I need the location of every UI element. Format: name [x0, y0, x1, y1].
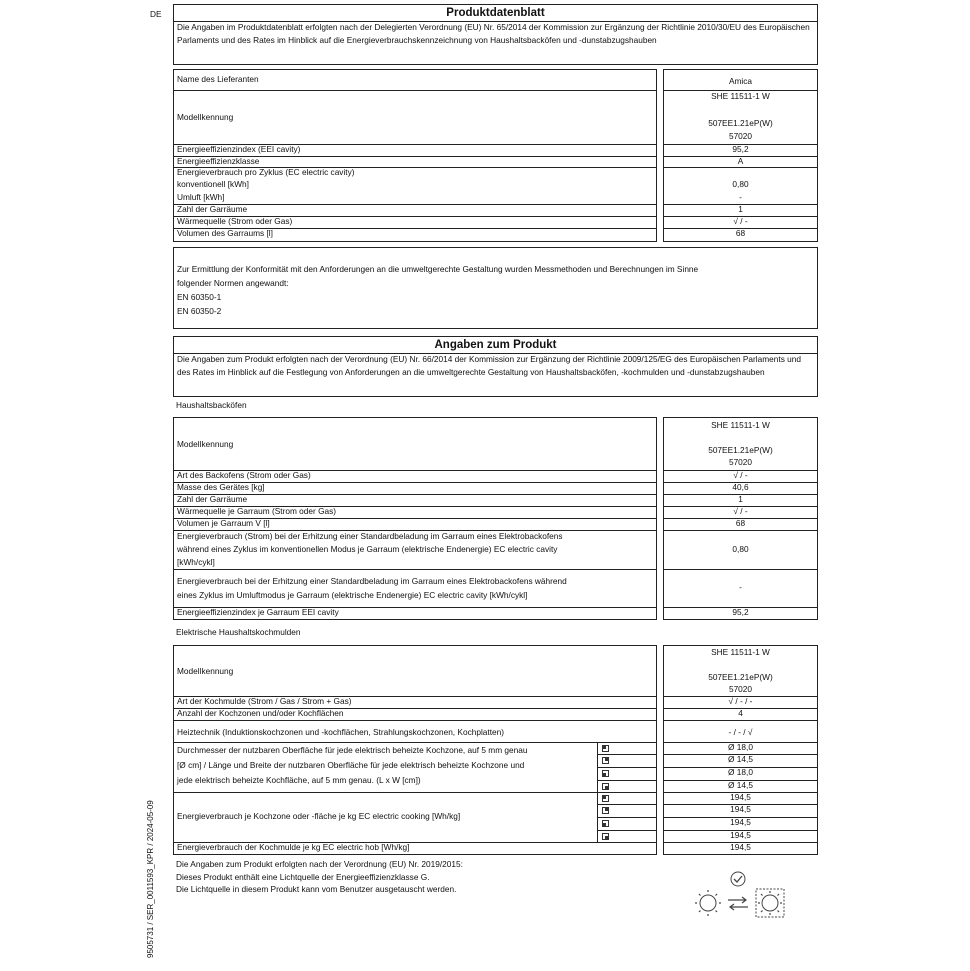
- oven-volume-label: Volumen je Garraum V [l]: [177, 518, 270, 528]
- oven-model-label: Modellkennung: [177, 439, 234, 449]
- pdb-table-values: [663, 69, 818, 242]
- model-line-2: 507EE1.21eP(W): [708, 118, 773, 128]
- angaben-zum-produkt-header: [173, 336, 818, 397]
- section-intro: Die Angaben zum Produkt erfolgten nach der Verordnung (EU) Nr. 66/2014 der Kommission zur Ergänzung der Richtlinie 2009/125/EG des Europäischen Parlaments und des Rates im Hinblick auf die Festlegung von Anforderungen an die umweltgerechte Gestaltung von Haushaltsbacköfen, -kochmulden und -dunstabzugshauben: [177, 354, 802, 377]
- hobs-table-values: [663, 645, 818, 855]
- hob-diam-line-1: Durchmesser der nutzbaren Oberfläche für jede elektrisch beheizte Kochzone, auf 5 mm genau: [177, 745, 528, 755]
- oven-model-line-3: 57020: [728, 457, 753, 467]
- produktdatenblatt-header: [173, 4, 818, 65]
- oven-cavity-count-label: Zahl der Garräume: [177, 494, 248, 504]
- model-line-3: 57020: [728, 131, 753, 141]
- hob-zone-front-left-icon: [602, 795, 609, 802]
- check-circle-icon: [731, 872, 745, 886]
- footer-line-2: Dieses Produkt enthält eine Lichtquelle der Energieeffizienzklasse G.: [176, 872, 430, 882]
- hob-model-line-1: SHE 11511-1 W: [711, 647, 770, 657]
- hob-zone-rear-left-icon: [602, 770, 609, 777]
- hob-ec-hob-value: 194,5: [730, 842, 751, 852]
- hob-ec-zone-label: Energieverbrauch je Kochzone oder -fläche je kg EC electric cooking [Wh/kg]: [177, 811, 461, 821]
- norms-line-1: Zur Ermittlung der Konformität mit den Anforderungen an die umweltgerechte Gestaltung wurden Messmethoden und Berechnungen im Sinne: [177, 264, 699, 274]
- volume-value: 68: [735, 228, 746, 238]
- ovens-table-labels: [173, 417, 657, 620]
- oven-mass-value: 40,6: [732, 482, 749, 492]
- hobs-heading: Elektrische Haushaltskochmulden: [176, 627, 301, 637]
- oven-type-label: Art des Backofens (Strom oder Gas): [177, 470, 311, 480]
- swap-arrows-icon: [728, 897, 748, 910]
- oven-ec-conv-value: 0,80: [732, 544, 749, 554]
- hob-zones-label: Anzahl der Kochzonen und/oder Kochflächen: [177, 708, 344, 718]
- hobs-table-labels: [173, 645, 657, 855]
- hob-ec-zone-value-3: 194,5: [730, 817, 751, 827]
- oven-ec-conv-line-3: [kWh/cykl]: [177, 557, 215, 567]
- oven-mass-label: Masse des Gerätes [kg]: [177, 482, 265, 492]
- norms-box: [173, 247, 818, 329]
- hob-type-label: Art der Kochmulde (Strom / Gas / Strom + Gas): [177, 696, 352, 706]
- heat-source-value: √ / -: [733, 216, 748, 226]
- hob-diam-value-1: Ø 18,0: [728, 742, 753, 752]
- cavity-count-value: 1: [738, 204, 743, 214]
- supplier-value: Amica: [728, 76, 753, 86]
- hob-diam-line-2: [Ø cm] / Länge und Breite der nutzbaren Oberfläche für jede elektrisch beheizte Kochzone und: [177, 760, 525, 770]
- hob-ec-zone-value-2: 194,5: [730, 804, 751, 814]
- ec-fan-label: Umluft [kWh]: [177, 192, 225, 202]
- hob-zone-rear-left-icon: [602, 820, 609, 827]
- heat-source-label: Wärmequelle (Strom oder Gas): [177, 216, 293, 226]
- hob-zones-value: 4: [738, 708, 743, 718]
- norms-line-2: folgender Normen angewandt:: [177, 278, 289, 288]
- hob-zone-front-right-icon: [602, 757, 609, 764]
- oven-eei-value: 95,2: [732, 607, 749, 617]
- hob-diam-line-3: jede elektrisch beheizte Kochfläche, auf 5 mm genau. (L x W [cm]): [177, 775, 421, 785]
- hob-zone-rear-right-icon: [602, 783, 609, 790]
- oven-ec-fan-line-2: eines Zyklus im Umluftmodus je Garraum (elektrische Endenergie) EC electric cavity [kWh/cykl]: [177, 590, 528, 600]
- ec-label: Energieverbrauch pro Zyklus (EC electric cavity): [177, 167, 355, 177]
- section-title: Angaben zum Produkt: [434, 339, 557, 351]
- section-title: Produktdatenblatt: [446, 7, 545, 19]
- hob-ec-hob-label: Energieverbrauch der Kochmulde je kg EC electric hob [Wh/kg]: [177, 842, 410, 852]
- norm-en-60350-1: EN 60350-1: [177, 292, 222, 302]
- hob-model-label: Modellkennung: [177, 666, 234, 676]
- oven-heat-source-value: √ / -: [733, 506, 748, 516]
- oven-heat-source-label: Wärmequelle je Garraum (Strom oder Gas): [177, 506, 337, 516]
- oven-cavity-count-value: 1: [738, 494, 743, 504]
- hob-diam-value-2: Ø 14,5: [728, 754, 753, 764]
- hob-zone-front-right-icon: [602, 807, 609, 814]
- hob-model-line-2: 507EE1.21eP(W): [708, 672, 773, 682]
- ec-fan-value: -: [739, 192, 742, 202]
- oven-eei-label: Energieeffizienzindex je Garraum EEI cavity: [177, 607, 339, 617]
- eei-value: 95,2: [732, 144, 749, 154]
- hob-ec-zone-value-4: 194,5: [730, 830, 751, 840]
- oven-ec-fan-line-1: Energieverbrauch bei der Erhitzung einer Standardbeladung im Garraum eines Elektrobackofens während: [177, 576, 567, 586]
- hob-ec-zone-value-1: 194,5: [730, 792, 751, 802]
- ovens-table-values: [663, 417, 818, 620]
- lamp-icon: [695, 890, 721, 916]
- oven-type-value: √ / -: [733, 470, 748, 480]
- hob-tech-value: - / - / √: [728, 727, 753, 737]
- oven-model-line-2: 507EE1.21eP(W): [708, 445, 773, 455]
- volume-label: Volumen des Garraums [l]: [177, 228, 273, 238]
- hob-model-line-3: 57020: [728, 684, 753, 694]
- hob-type-value: √ / - / -: [728, 696, 753, 706]
- model-line-1: SHE 11511-1 W: [711, 91, 770, 101]
- eei-label: Energieeffizienzindex (EEI cavity): [177, 144, 301, 154]
- oven-model-line-1: SHE 11511-1 W: [711, 420, 770, 430]
- hob-diam-value-3: Ø 18,0: [728, 767, 753, 777]
- norm-en-60350-2: EN 60350-2: [177, 306, 222, 316]
- oven-ec-conv-line-1: Energieverbrauch (Strom) bei der Erhitzung einer Standardbeladung im Garraum eines Elektrobackofens: [177, 531, 563, 541]
- hob-diam-value-4: Ø 14,5: [728, 780, 753, 790]
- model-label: Modellkennung: [177, 112, 234, 122]
- ovens-heading: Haushaltsbacköfen: [176, 400, 247, 410]
- oven-ec-conv-line-2: während eines Zyklus im konventionellen Modus je Garraum (elektrische Endenergie) EC electric cavity: [177, 544, 558, 554]
- oven-ec-fan-value: -: [739, 582, 742, 592]
- footer-line-3: Die Lichtquelle in diesem Produkt kann vom Benutzer ausgetauscht werden.: [176, 884, 457, 894]
- pdb-table-labels: [173, 69, 657, 242]
- energy-class-value: A: [737, 156, 744, 166]
- supplier-label: Name des Lieferanten: [177, 74, 259, 84]
- ec-conventional-label: konventionell [kWh]: [177, 179, 249, 189]
- oven-volume-value: 68: [735, 518, 746, 528]
- ec-conventional-value: 0,80: [732, 179, 749, 189]
- side-document-code: 9505731 / SER_0011593_KPR / 2024-05-09: [146, 800, 155, 958]
- language-code: DE: [150, 9, 162, 19]
- hob-tech-label: Heiztechnik (Induktionskochzonen und -kochflächen, Strahlungskochzonen, Kochplatten): [177, 727, 505, 737]
- cavity-count-label: Zahl der Garräume: [177, 204, 248, 214]
- lamp-in-socket-icon: [756, 889, 784, 917]
- hob-zone-rear-right-icon: [602, 833, 609, 840]
- hob-zone-front-left-icon: [602, 745, 609, 752]
- footer-line-1: Die Angaben zum Produkt erfolgten nach der Verordnung (EU) Nr. 2019/2015:: [176, 859, 463, 869]
- section-intro: Die Angaben im Produktdatenblatt erfolgten nach der Delegierten Verordnung (EU) Nr. 65/2014 der Kommission zur Ergänzung der Richtlinie 2010/30/EU des Europäischen Parlaments und des Rates im Hinblick auf die Energieverbrauchskennzeichnung von Haushaltsbacköfen und -dunstabzugshauben: [177, 22, 810, 45]
- energy-class-label: Energieeffizienzklasse: [177, 156, 260, 166]
- replaceable-light-source-icon: [690, 870, 790, 920]
